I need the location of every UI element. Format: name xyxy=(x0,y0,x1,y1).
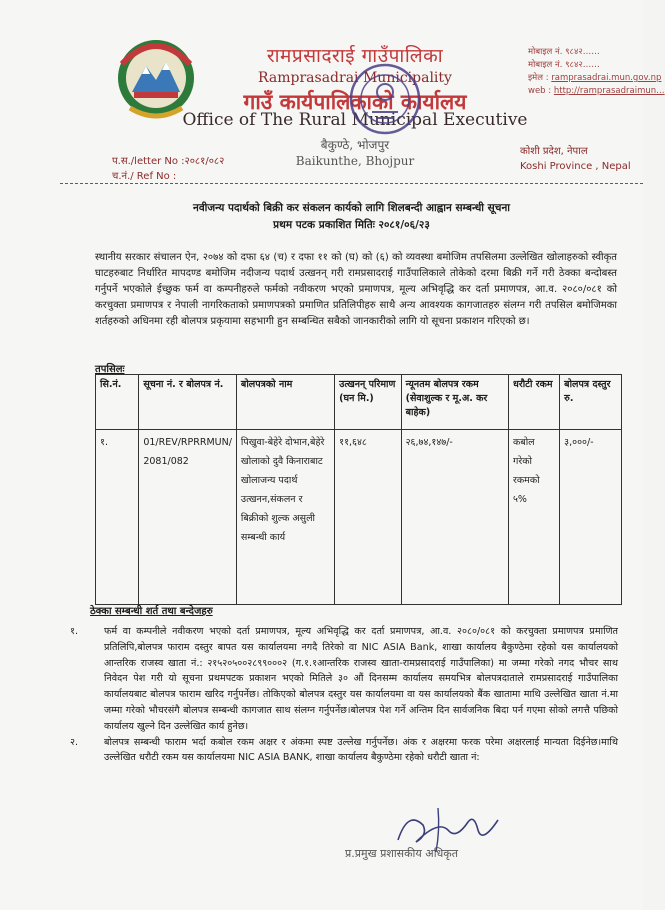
header-divider xyxy=(60,183,643,184)
web-label: web : xyxy=(528,86,552,96)
cell-notice-no: 01/REV/RPRRMUN/ 2081/082 xyxy=(139,430,237,605)
contact-block xyxy=(528,46,665,98)
terms-list xyxy=(70,624,618,766)
term-item xyxy=(70,735,618,767)
term-number: २. xyxy=(70,736,79,748)
province-np: कोशी प्रदेश, नेपाल xyxy=(520,146,588,157)
term-text: बोलपत्र सम्बन्धी फाराम भर्दा कबोल रकम अक्षर र अंकमा स्पष्ट उल्लेख गर्नुपर्नेछ। अंक र अक्षरमा फरक परेमा अक्षरलाई मान्यता दिईनेछ।माथि उल्लेखित धरौटी रकम यस कार्यालयमा NIC ASIA BANK, शाखा कार्यालय बैकुण्ठेमा रहेको धरौटी खाता नं: xyxy=(104,736,618,764)
notice-title: नवीजन्य पदार्थको बिक्री कर संकलन कार्यको लागि शिलबन्दी आह्वान सम्बन्धी सूचना xyxy=(193,202,510,214)
province-en: Koshi Province , Nepal xyxy=(520,161,631,172)
location-np: बैकुण्ठे, भोजपुर xyxy=(320,138,390,152)
col-header: बोलपत्र दस्तुर रु. xyxy=(560,375,622,430)
cell-min-bid: २६,७४,१४७/- xyxy=(401,430,508,605)
table-caption: तपसिलः xyxy=(95,364,125,375)
term-number: १. xyxy=(70,626,79,637)
notice-subtitle: प्रथम पटक प्रकाशित मितिः २०८१/०६/२३ xyxy=(273,219,430,231)
letter-ref-block xyxy=(112,154,224,184)
cell-bid-name: पिखुवा-बेहेरे दोभान,बेहेरे खोलाको दुवै किनाराबाट खोलाजन्य पदार्थ उत्खनन,संकलन र बिक्रीको शुल्क असुली सम्बन्धी कार्य xyxy=(236,430,334,605)
office-name-np: रामप्रसादराई गाउँपालिका xyxy=(266,45,444,67)
col-header: सि.नं. xyxy=(96,375,139,430)
executive-office-en: Office of The Rural Municipal Executive xyxy=(182,110,528,130)
col-header: बोलपत्रको नाम xyxy=(236,375,334,430)
notice-body: स्थानीय सरकार संचालन ऐन, २०७४ को दफा ६४ (च) र दफा ११ को (घ) को (६) को व्यवस्था बमोजिम तपसिलमा उल्लेखित खोलाहरुको स्वीकृत घाटहरुबाट निर्धारित मापदण्ड बमोजिम नदीजन्य पदार्थ उत्खनन् गरी रामप्रसादराई गाउँपालिकाले तोकेको दरमा बिक्री गर्ने गरी ठेक्का बन्दोबस्त गर्नुपर्ने भएकोले ईच्छुक फर्म वा कम्पनीहरुले फर्मको नवीकरण भएको प्रमाणपत्र, मूल्य अभिवृद्धि कर दर्ता प्रमाणपत्र, आ.व. २०८०/०८१ को करचुक्ता प्रमाणपत्र र नेपाली नागरिकताको प्रमाणपत्रको प्रमाणित प्रतिलिपीहरु साथै अन्य आवश्यक कागजातहरु संलग्न गरी तपसिल बमोजिमका शर्तहरुको अधिनमा रही बोलपत्र प्रकृयामा सहभागी हुन सम्बन्धित सबैको जानकारीको लागि यो सूचना प्रकाशन गरिएको छ। xyxy=(95,252,617,327)
term-text: फर्म वा कम्पनीले नवीकरण भएको दर्ता प्रमाणपत्र, मूल्य अभिवृद्धि कर दर्ता प्रमाणपत्र, आ.व. २०८०/०८१ को करचुक्ता प्रमाणपत्र प्रमाणित प्रतिलिपि,बोलपत्र फाराम दस्तुर बापत यस कार्यालयमा नगदै तिरेको वा NIC ASIA Bank, शाखा कार्यालय बैकुण्ठेमा रहेको यस कार्यालयको आन्तरिक राजस्व खाता नं.: २१५२०५००२८९९०००२ (ग.१.१आन्तरिक राजस्व खाता-रामप्रसादराई गाउँपालिका) मा जम्मा गरेको नगद भौचर साथ निवेदन पेश गरी यो सूचना प्रथमपटक प्रकाशन भएको मितिले ३० औं दिनसम्म कार्यालय समयभित्र बोलपत्रदाताले रामप्रसादराई गाउँपालिका कार्यालयबाट बोलपत्र फाराम खरिद गर्नुपर्नेछ। तोकिएको बोलपत्र दस्तुर यस कार्यालयमा वा यस कार्यालयको बैंक खातामा माथि उल्लेखित खाता नं.मा जम्मा गरेको भौचरसंगै बोलपत्र सम्बन्धी कागजात साथ संलग्न गर्नुपर्नेछ।बोलपत्र पेश गर्ने अन्तिम दिन सार्वजनिक बिदा पर्न गएमा सोको लगत्तै पछिको कार्यालय खुल्ने दिन उल्लेखित कार्य हुनेछ। xyxy=(104,626,618,732)
col-header: सूचना नं. र बोलपत्र नं. xyxy=(139,375,237,430)
phone-2: मोबाइल नं. ९८४२…… xyxy=(528,60,600,70)
executive-office-np: गाउँ कार्यपालिकाको कार्यालय xyxy=(243,89,467,114)
email-label: इमेल : xyxy=(528,73,549,83)
ref-no: च.नं./ Ref No : xyxy=(112,171,177,182)
web-link[interactable]: http://ramprasadraimun… xyxy=(553,86,665,96)
letter-no: प.स./letter No :२०८१/०८२ xyxy=(112,156,225,167)
email-link[interactable]: ramprasadrai.mun.gov.np xyxy=(551,73,662,83)
cell-serial: १. xyxy=(96,430,139,605)
web-row xyxy=(528,85,665,98)
terms-title: ठेक्का सम्बन्धी शर्त तथा बन्देजहरु xyxy=(90,606,213,617)
cell-deposit: कबोल गरेको रकमको ५% xyxy=(508,430,559,605)
municipality-emblem-icon xyxy=(112,34,200,120)
office-name-en: Ramprasadrai Municipality xyxy=(258,70,452,86)
office-stamp-icon xyxy=(346,60,424,138)
term-item xyxy=(70,624,618,735)
signatory-title: प्र.प्रमुख प्रशासकीय अधिकृत xyxy=(345,847,459,860)
location-en: Baikunthe, Bhojpur xyxy=(295,154,415,168)
email-row xyxy=(528,72,662,85)
bid-details-table xyxy=(95,374,622,605)
phone-1: मोबाइल नं. ९८४२…… xyxy=(528,47,600,57)
cell-fee: ३,०००/- xyxy=(560,430,622,605)
col-header: धरौटी रकम xyxy=(508,375,559,430)
col-header: उत्खनन् परिमाण (घन मि.) xyxy=(335,375,401,430)
table-header-row xyxy=(96,375,622,430)
col-header: न्यूनतम बोलपत्र रकम (सेवाशुल्क र मू.अ. कर बाहेक) xyxy=(401,375,508,430)
province-block xyxy=(520,144,640,174)
cell-quantity: ११,६४८ xyxy=(335,430,401,605)
table-row xyxy=(96,430,622,605)
